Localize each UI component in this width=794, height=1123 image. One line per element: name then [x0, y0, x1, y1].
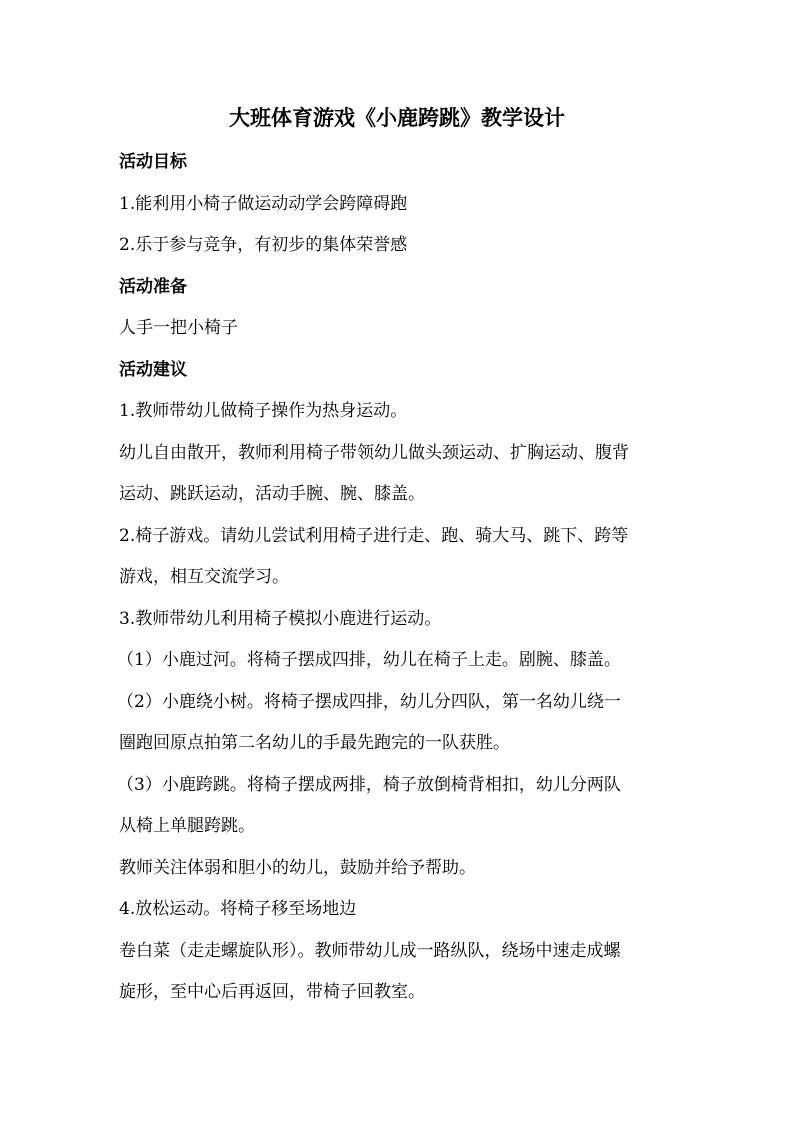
section-heading-preparation: 活动准备	[119, 276, 187, 297]
sub-step-2: （2）小鹿绕小树。将椅子摆成四排，幼儿分四队，第一名幼儿绕一	[117, 691, 621, 712]
section-heading-suggestions: 活动建议	[119, 359, 187, 380]
preparation-text: 人手一把小椅子	[119, 318, 238, 338]
suggestion-step-4: 4.放松运动。将椅子移至场地边	[119, 899, 357, 919]
section-heading-goals: 活动目标	[119, 152, 187, 172]
suggestion-step-1: 1.教师带幼儿做椅子操作为热身运动。	[119, 401, 408, 421]
paragraph-line: 运动、跳跃运动，活动手腕、腕、膝盖。	[119, 484, 425, 504]
paragraph-line: 幼儿自由散开，教师利用椅子带领幼儿做头颈运动、扩胸运动、腹背	[119, 442, 629, 463]
goal-item-1: 1.能利用小椅子做运动动学会跨障碍跑	[119, 193, 408, 214]
document-body	[119, 142, 679, 1014]
paragraph-line: 卷白菜（走走螺旋队形）。教师带幼儿成一路纵队，绕场中速走成螺	[119, 940, 621, 961]
sub-step-3: （3）小鹿跨跳。将椅子摆成两排，椅子放倒椅背相扣，幼儿分两队	[117, 774, 621, 795]
document-title: 大班体育游戏《小鹿跨跳》教学设计	[229, 105, 565, 130]
paragraph-line: 从椅上单腿跨跳。	[119, 816, 255, 836]
paragraph-line: 游戏，相互交流学习。	[119, 567, 289, 587]
sub-step-1: （1）小鹿过河。将椅子摆成四排，幼儿在椅子上走。剧腕、膝盖。	[117, 650, 621, 670]
goal-item-2: 2.乐于参与竞争，有初步的集体荣誉感	[119, 235, 408, 255]
paragraph-line: 旋形，至中心后再返回，带椅子回教室。	[119, 982, 425, 1002]
suggestion-step-3: 3.教师带幼儿利用椅子模拟小鹿进行运动。	[119, 608, 442, 629]
paragraph-line: 圈跑回原点拍第二名幼儿的手最先跑完的一队获胜。	[119, 733, 510, 753]
paragraph-line: 教师关注体弱和胆小的幼儿，鼓励并给予帮助。	[119, 857, 476, 878]
suggestion-step-2: 2.椅子游戏。请幼儿尝试利用椅子进行走、跑、骑大马、跳下、跨等	[119, 525, 629, 546]
